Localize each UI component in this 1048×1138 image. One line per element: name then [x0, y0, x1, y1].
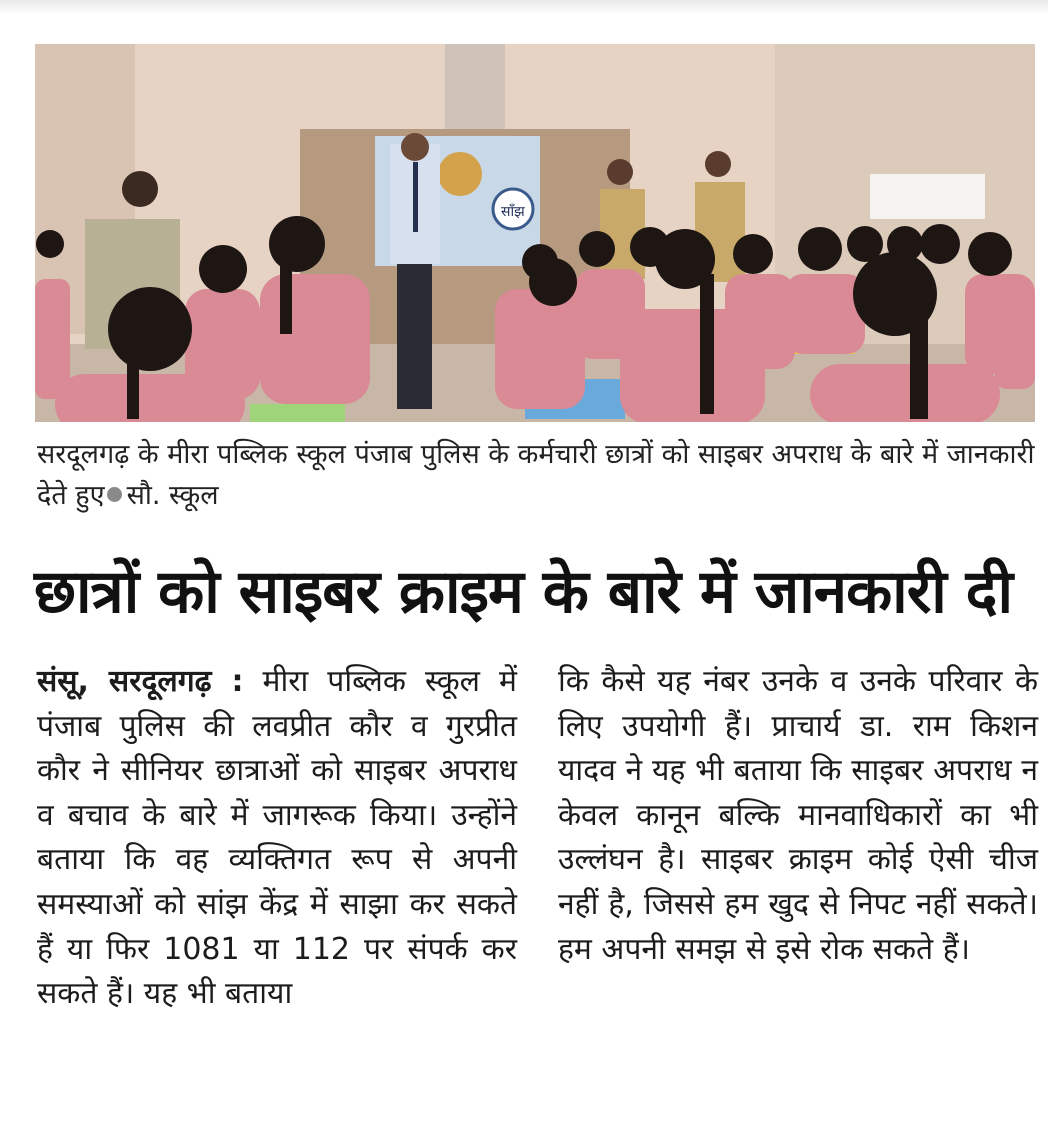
- classroom-photo: [35, 44, 1035, 422]
- column-1-text: मीरा पब्लिक स्कूल में पंजाब पुलिस की लवप्रीत कौर व गुरप्रीत कौर ने सीनियर छात्राओं को साइबर अपराध व बचाव के बारे में जागरूक किया। उन्होंने बताया कि वह व्यक्तिगत रूप से अपनी समस्याओं को सांझ केंद्र में साझा कर सकते हैं या फिर 1081 या 112 पर संपर्क कर सकते हैं। यह भी बताया: [37, 664, 517, 1012]
- column-2-text: कि कैसे यह नंबर उनके व उनके परिवार के लिए उपयोगी हैं। प्राचार्य डा. राम किशन यादव ने यह भी बताया कि साइबर अपराध न केवल कानून बल्कि मानवाधिकारों का भी उल्लंघन है। साइबर क्राइम कोई ऐसी चीज नहीं है, जिससे हम खुद से निपट नहीं सकते। हम अपनी समझ से इसे रोक सकते हैं।: [558, 664, 1038, 967]
- article-column-2: [558, 660, 1038, 972]
- previous-article-edge: [0, 0, 1048, 14]
- bullet-dot-icon: [107, 487, 122, 502]
- article-column-1: [37, 660, 517, 1017]
- headline: छात्रों को साइबर क्राइम के बारे में जानकारी दी: [34, 557, 1013, 627]
- caption-text: सरदूलगढ़ के मीरा पब्लिक स्कूल पंजाब पुलिस के कर्मचारी छात्रों को साइबर अपराध के बारे में जानकारी देते हुए: [37, 439, 1035, 511]
- caption-credit: सौ. स्कूल: [126, 480, 219, 511]
- dateline: संसू, सरदूलगढ़ :: [37, 664, 244, 699]
- photo-caption: [37, 434, 1037, 516]
- banner-text: साँझ: [501, 204, 525, 220]
